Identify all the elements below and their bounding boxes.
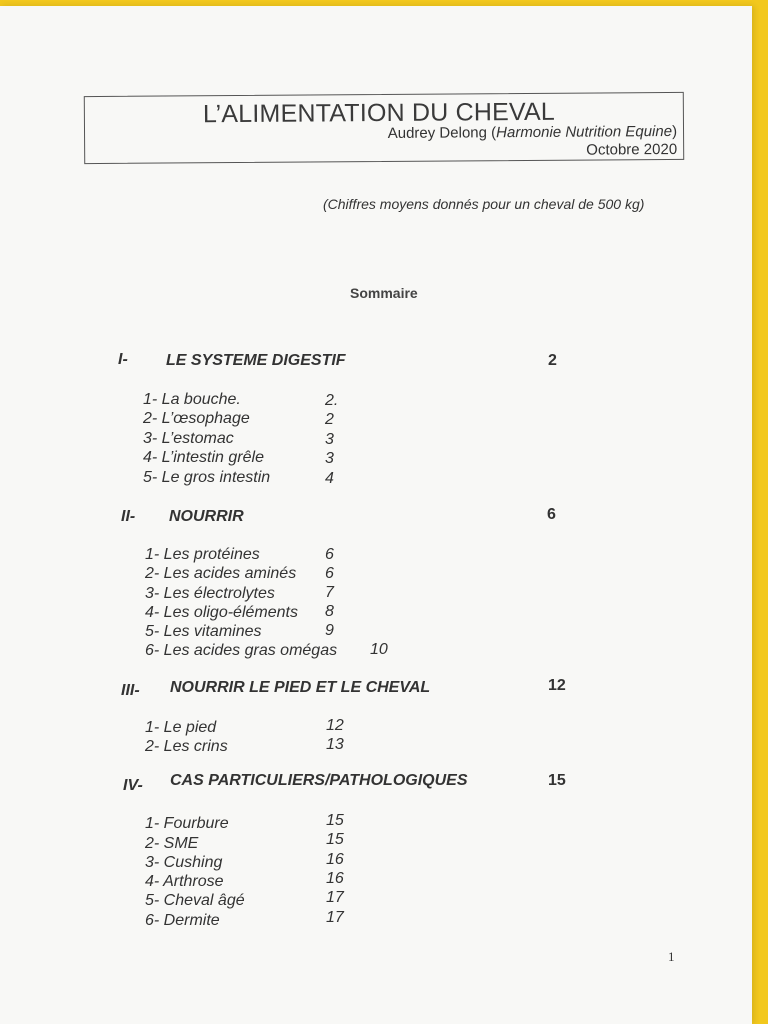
toc-item: 6- Dermite <box>145 912 220 929</box>
toc-item-page: 15 <box>326 812 344 829</box>
toc-item-page: 9 <box>325 622 334 639</box>
section-title: CAS PARTICULIERS/PATHOLOGIQUES <box>170 772 468 789</box>
toc-item-page: 6 <box>325 565 334 582</box>
toc-item-page: 2 <box>325 411 334 428</box>
toc-item: 4- L’intestin grêle <box>143 449 264 466</box>
toc-item-page: 7 <box>325 584 334 601</box>
toc-item: 5- Le gros intestin <box>143 469 271 486</box>
toc-item-page: 12 <box>326 717 344 734</box>
title-box <box>84 92 684 164</box>
author-name: Audrey Delong ( <box>387 124 497 142</box>
section-title: NOURRIR <box>169 508 244 525</box>
toc-item: 4- Les oligo-éléments <box>145 604 298 621</box>
toc-item: 4- Arthrose <box>145 873 224 890</box>
toc-item-page: 3 <box>325 431 334 448</box>
toc-item-page: 2. <box>325 392 339 409</box>
toc-item-page: 15 <box>326 831 344 848</box>
toc-item-page: 17 <box>326 889 344 906</box>
toc-item: 1- Fourbure <box>145 815 229 832</box>
toc-item-page: 16 <box>326 870 344 887</box>
author-line <box>388 123 677 142</box>
toc-item: 2- SME <box>145 835 199 852</box>
page-number: 1 <box>668 949 675 964</box>
toc-item: 1- La bouche. <box>143 391 241 408</box>
toc-item: 1- Les protéines <box>145 546 260 563</box>
toc-item: 3- Les électrolytes <box>145 585 275 602</box>
toc-item: 3- Cushing <box>145 854 223 871</box>
section-number: III- <box>121 682 140 699</box>
summary-heading: Sommaire <box>350 285 418 301</box>
toc-item-page: 4 <box>325 470 334 487</box>
toc-item: 5- Les vitamines <box>145 623 262 640</box>
toc-item-page: 8 <box>325 603 334 620</box>
toc-item: 2- L’œsophage <box>143 410 250 427</box>
author-organization: Harmonie Nutrition Equine <box>496 122 673 142</box>
section-title: NOURRIR LE PIED ET LE CHEVAL <box>170 679 431 696</box>
author-close: ) <box>671 122 678 140</box>
section-page: 12 <box>548 677 566 694</box>
toc-item: 6- Les acides gras omégas <box>145 642 338 659</box>
section-number: I- <box>118 351 128 368</box>
toc-item-page: 3 <box>325 450 334 467</box>
section-number: IV- <box>123 777 143 794</box>
section-title: LE SYSTEME DIGESTIF <box>166 352 346 369</box>
document-title: L’ALIMENTATION DU CHEVAL <box>202 97 556 129</box>
toc-item: 1- Le pied <box>145 719 217 736</box>
toc-item-page: 10 <box>370 641 388 658</box>
toc-item-page: 16 <box>326 851 344 868</box>
average-figures-note: (Chiffres moyens donnés pour un cheval de 500 kg) <box>323 196 645 212</box>
section-page: 6 <box>547 506 556 523</box>
toc-item-page: 17 <box>326 909 344 926</box>
toc-item-page: 6 <box>325 546 334 563</box>
toc-item: 3- L’estomac <box>143 430 234 447</box>
toc-item: 5- Cheval âgé <box>145 892 245 909</box>
document-page <box>0 6 752 1024</box>
toc-item: 2- Les acides aminés <box>145 565 297 582</box>
toc-item: 2- Les crins <box>145 738 228 755</box>
section-number: II- <box>121 508 136 525</box>
document-date: Octobre 2020 <box>586 140 678 159</box>
toc-item-page: 13 <box>326 736 344 753</box>
section-page: 2 <box>548 352 557 369</box>
section-page: 15 <box>548 772 566 789</box>
